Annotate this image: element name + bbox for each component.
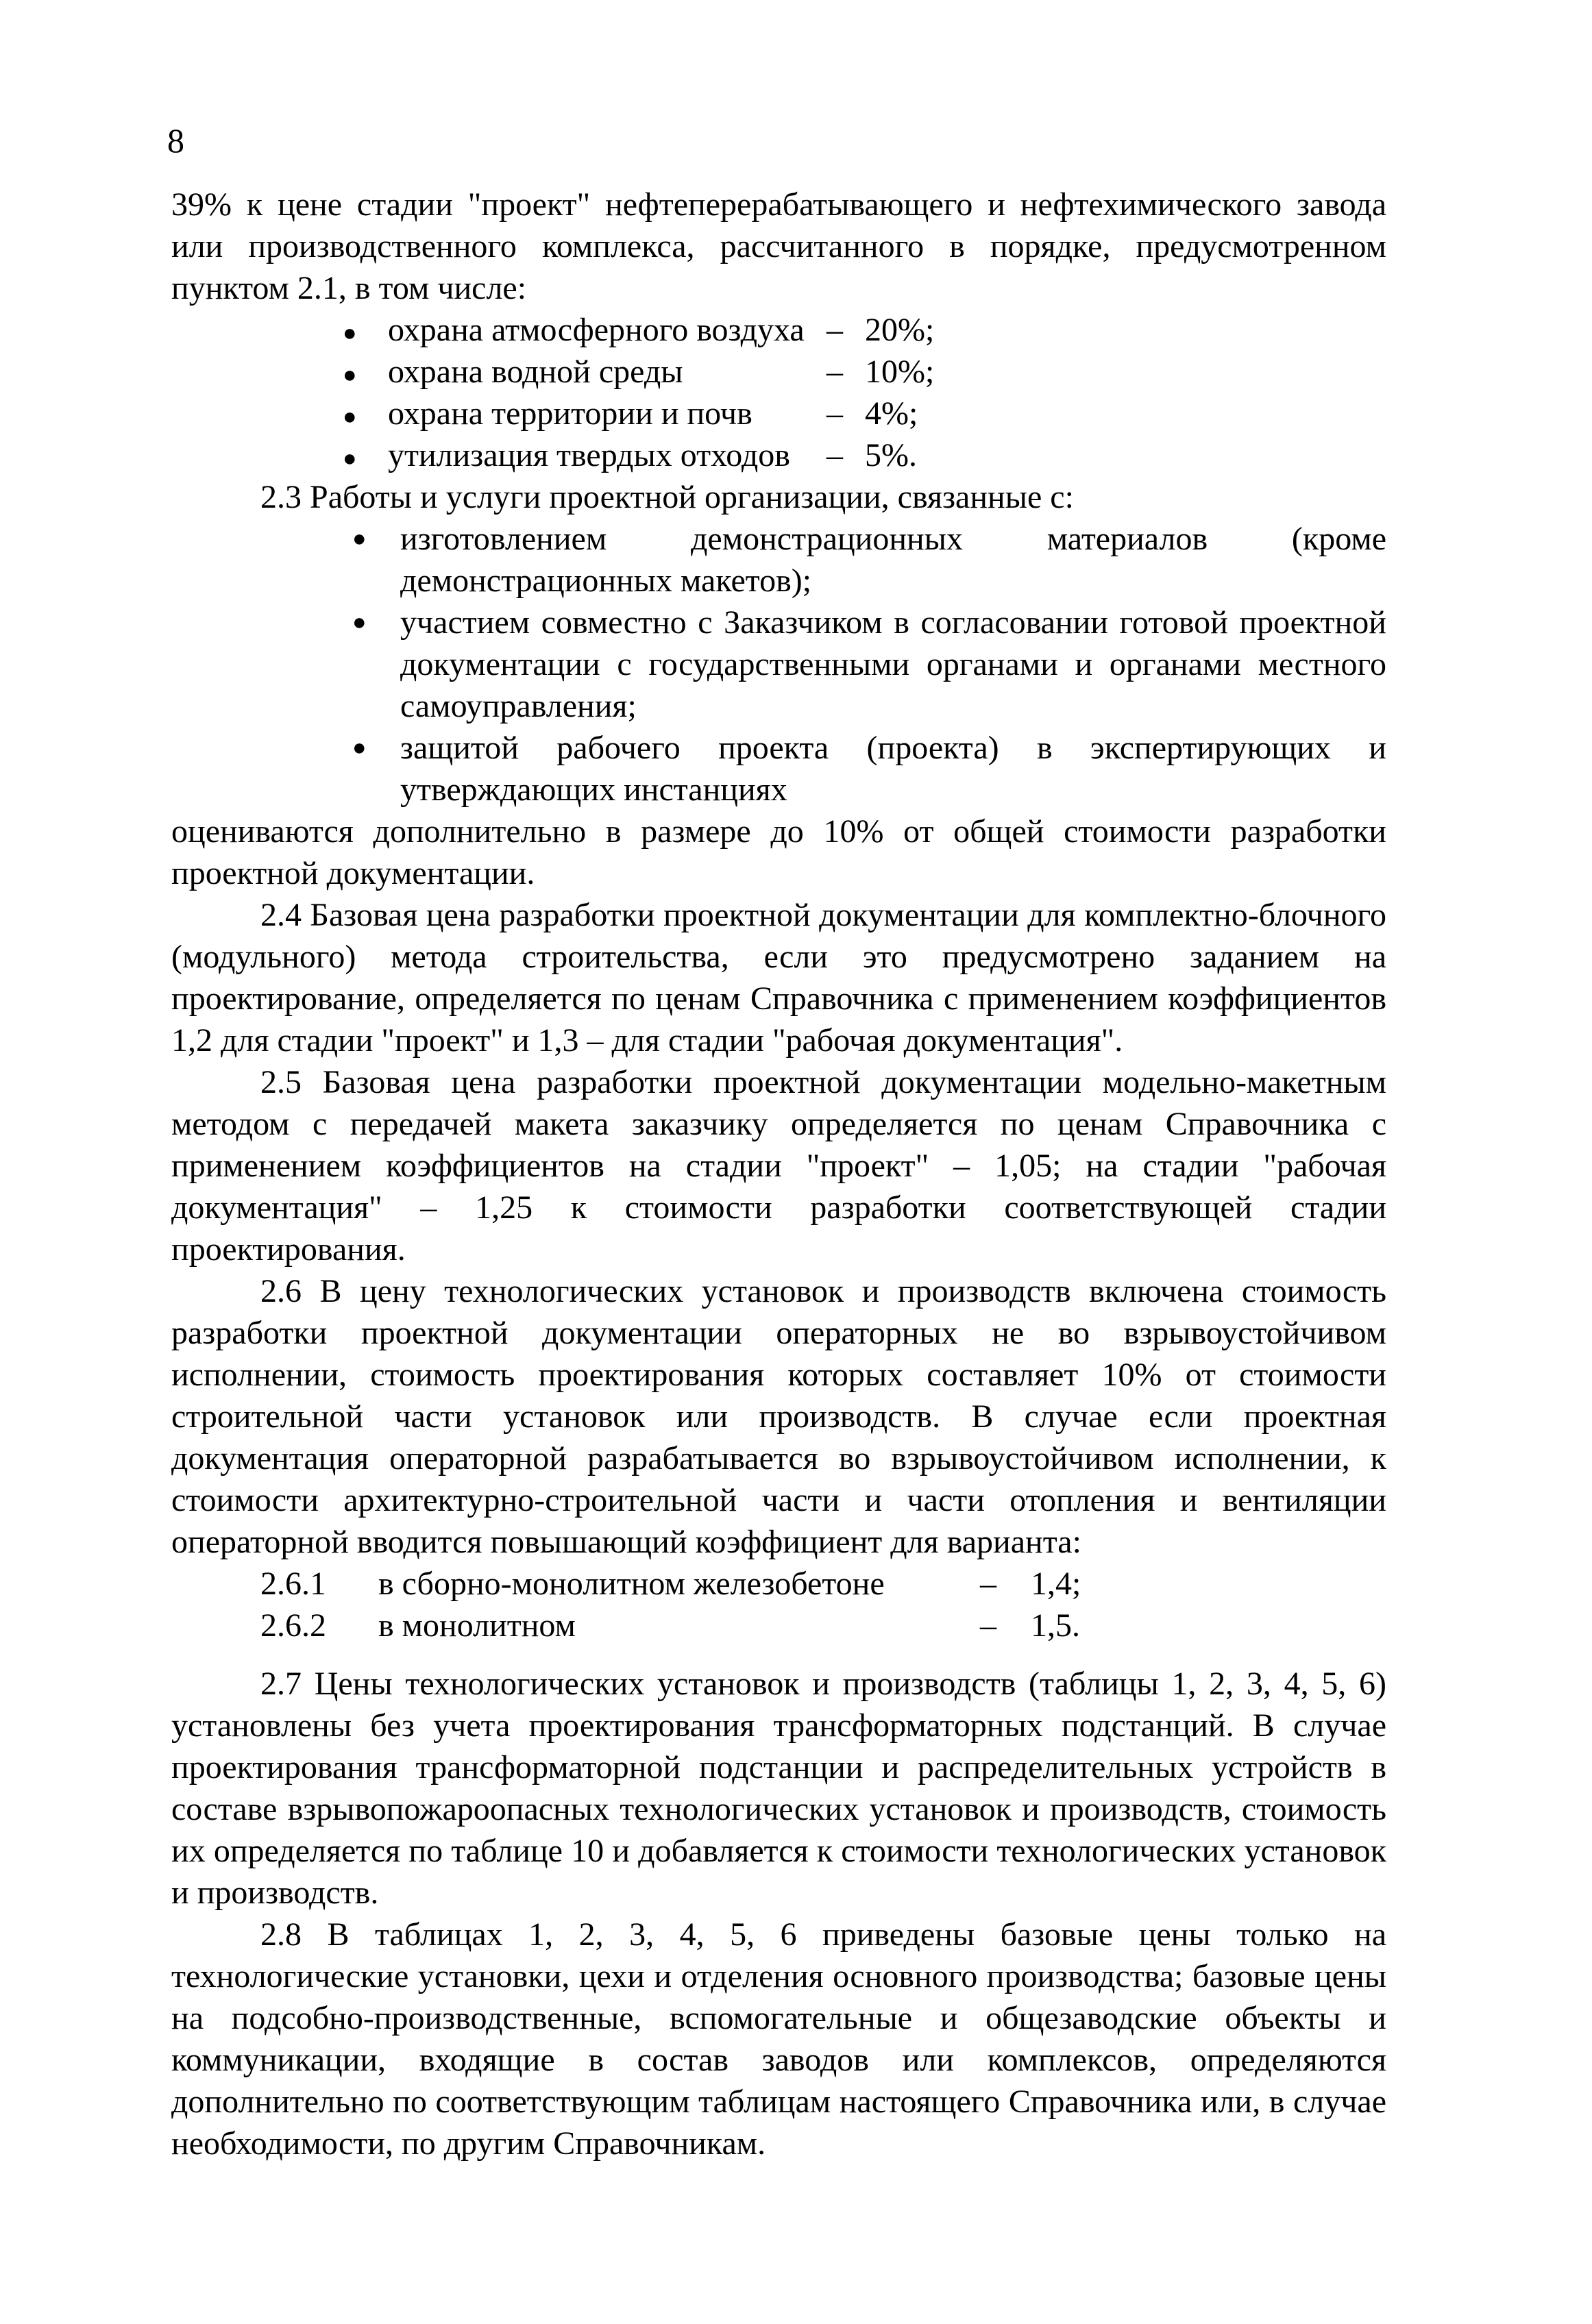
list-item [343,309,1386,351]
section-2-7: 2.7 Цены технологических установок и производств (таблицы 1, 2, 3, 4, 5, 6) установлены без учета проектирования трансформаторных подстанций. В случае проектирования трансформаторной подстанции и распределительных устройств в составе взрывопожароопасных технологических установок и производств, стоимость их определяется по таблице 10 и добавляется к стоимости технологических установок и производств. [171,1666,1386,1911]
section-2-3-tail: оцениваются дополнительно в размере до 10% от общей стоимости разработки проектной документации. [171,813,1386,891]
list-item-label: охрана территории и почв [388,395,752,432]
section-2-8: 2.8 В таблицах 1, 2, 3, 4, 5, 6 приведены базовые цены только на технологические установки, цехи и отделения основного производства; базовые цены на подсобно-производственные, вспомогательные и общезаводские объекты и коммуникации, входящие в состав заводов или комплексов, определяются дополнительно по соответствующим таблицам настоящего Справочника или, в случае необходимости, по другим Справочникам. [171,1916,1386,2162]
list-item-label: охрана водной среды [388,354,683,390]
section-2-5: 2.5 Базовая цена разработки проектной документации модельно-макетным методом с передачей макета заказчику определяется по ценам Справочника с применением коэффициентов на стадии "проект" – 1,05; на стадии "рабочая документация" – 1,25 к стоимости разработки соответствующей стадии проектирования. [171,1064,1386,1268]
bullet-icon: ● [352,526,367,552]
document-body [171,184,1386,2164]
section-2-6-list [260,1563,1386,1646]
list-item-dash: – [826,395,843,432]
page-number: 8 [167,121,184,160]
list-item-number: 2.6.2 [260,1607,326,1644]
bullet-icon: ● [343,362,357,388]
list-item-value: 1,4; [1031,1566,1081,1602]
intro-paragraph: 39% к цене стадии "проект" нефтеперерабатывающего и нефтехимического завода или производственного комплекса, рассчитанного в порядке, предусмотренном пунктом 2.1, в том числе: [171,186,1386,306]
list-item-value: 4%; [865,395,918,432]
bullet-icon: ● [352,735,367,761]
section-2-3-list [352,518,1386,811]
list-item-value: 10%; [865,354,935,390]
section-2-4: 2.4 Базовая цена разработки проектной документации для комплектно-блочного (модульного) метода строительства, если это предусмотрено заданием на проектирование, определяется по ценам Справочника с применением коэффициентов 1,2 для стадии "проект" и 1,3 – для стадии "рабочая документация". [171,897,1386,1059]
list-item-dash: – [826,312,843,348]
environment-list [343,309,1386,476]
list-item-dash: – [826,354,843,390]
bullet-icon: ● [343,321,357,346]
list-item [260,1605,1386,1646]
list-item-label: охрана атмосферного воздуха [388,312,805,348]
list-item [260,1563,1386,1605]
list-item-label: в монолитном [378,1607,576,1644]
list-item-number: 2.6.1 [260,1566,326,1602]
list-item [352,518,1386,602]
section-2-6: 2.6 В цену технологических установок и производств включена стоимость разработки проектной документации операторных не во взрывоустойчивом исполнении, стоимость проектирования которых составляет 10% от стоимости строительной части установок или производств. В случае если проектная документация операторной разрабатывается во взрывоустойчивом исполнении, к стоимости архитектурно-строительной части и части отопления и вентиляции операторной вводится повышающий коэффициент для варианта: [171,1273,1386,1560]
list-item-value: 1,5. [1031,1607,1080,1644]
list-item-dash: – [980,1607,996,1644]
bullet-icon: ● [343,446,357,471]
list-item-text: изготовлением демонстрационных материалов (кроме демонстрационных макетов); [400,521,1386,599]
list-item [343,351,1386,393]
list-item-label: в сборно-монолитном железобетоне [378,1566,885,1602]
list-item-dash: – [826,437,843,473]
list-item [343,393,1386,434]
list-item-value: 5%. [865,437,917,473]
list-item-text: участием совместно с Заказчиком в согласовании готовой проектной документации с государственными органами и органами местного самоуправления; [400,604,1386,724]
list-item-value: 20%; [865,312,935,348]
list-item-label: утилизация твердых отходов [388,437,790,473]
section-2-3-title: 2.3 Работы и услуги проектной организации, связанные с: [260,479,1074,515]
list-item-dash: – [980,1566,996,1602]
list-item [343,434,1386,476]
list-item [352,727,1386,811]
bullet-icon: ● [343,404,357,430]
list-item [352,602,1386,727]
bullet-icon: ● [352,610,367,635]
list-item-text: защитой рабочего проекта (проекта) в экспертирующих и утверждающих инстанциях [400,730,1386,808]
